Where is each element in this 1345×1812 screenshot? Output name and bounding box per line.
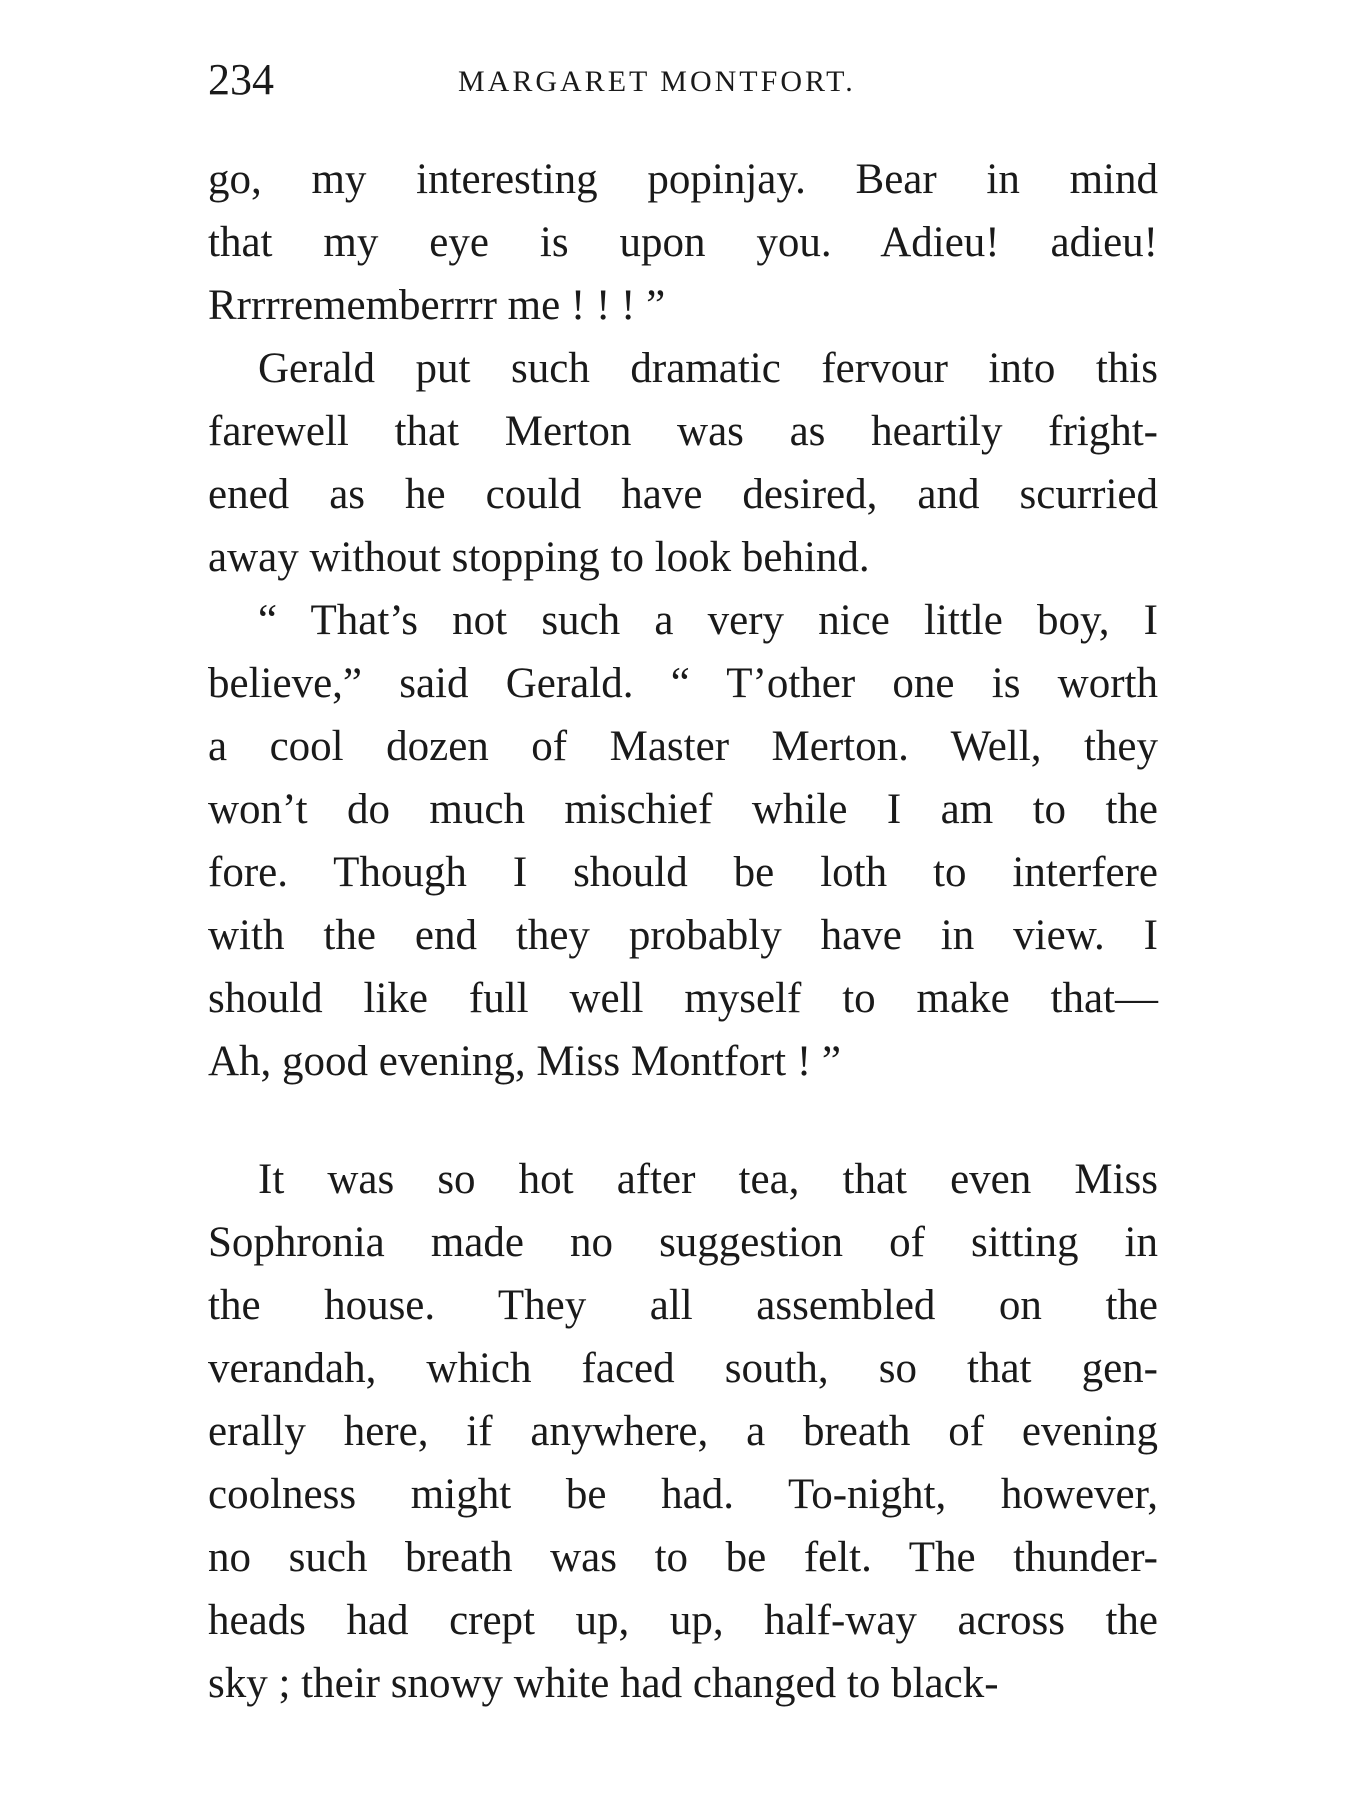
text-line: verandah, which faced south, so that gen- xyxy=(208,1345,1158,1392)
text-line: with the end they probably have in view. I xyxy=(208,912,1158,959)
text-line: fore. Though I should be loth to interfere xyxy=(208,849,1158,896)
running-title: MARGARET MONTFORT. xyxy=(458,65,856,98)
paragraph xyxy=(208,337,1158,589)
text-line: that my eye is upon you. Adieu! adieu! xyxy=(208,219,1158,266)
section-break xyxy=(208,1093,1158,1148)
text-line: Sophronia made no suggestion of sitting in xyxy=(208,1219,1158,1266)
text-line: believe,” said Gerald. “ T’other one is worth xyxy=(208,660,1158,707)
paragraph xyxy=(208,1148,1158,1715)
text-line: a cool dozen of Master Merton. Well, they xyxy=(208,723,1158,770)
text-line: erally here, if anywhere, a breath of evening xyxy=(208,1408,1158,1455)
text-line: the house. They all assembled on the xyxy=(208,1282,1158,1329)
text-line: It was so hot after tea, that even Miss xyxy=(258,1156,1158,1203)
text-line: heads had crept up, up, half-way across the xyxy=(208,1597,1158,1644)
body-text xyxy=(208,148,1158,1715)
text-line: go, my interesting popinjay. Bear in mind xyxy=(208,156,1158,203)
text-line: coolness might be had. To-night, however, xyxy=(208,1471,1158,1518)
running-head xyxy=(208,50,1158,110)
paragraph xyxy=(208,148,1158,337)
text-line: away without stopping to look behind. xyxy=(208,534,870,581)
text-line: sky ; their snowy white had changed to black- xyxy=(208,1660,999,1707)
page-number: 234 xyxy=(208,55,274,104)
text-line: ened as he could have desired, and scurried xyxy=(208,471,1158,518)
text-line: Ah, good evening, Miss Montfort ! ” xyxy=(208,1038,841,1085)
paragraph xyxy=(208,589,1158,1093)
text-line: no such breath was to be felt. The thunder- xyxy=(208,1534,1158,1581)
text-line: “ That’s not such a very nice little boy, I xyxy=(258,597,1158,644)
text-line: Gerald put such dramatic fervour into this xyxy=(258,345,1158,392)
text-line: won’t do much mischief while I am to the xyxy=(208,786,1158,833)
text-line: farewell that Merton was as heartily fright- xyxy=(208,408,1158,455)
text-line: should like full well myself to make that— xyxy=(208,975,1158,1022)
text-line: Rrrrrememberrrr me ! ! ! ” xyxy=(208,282,666,329)
